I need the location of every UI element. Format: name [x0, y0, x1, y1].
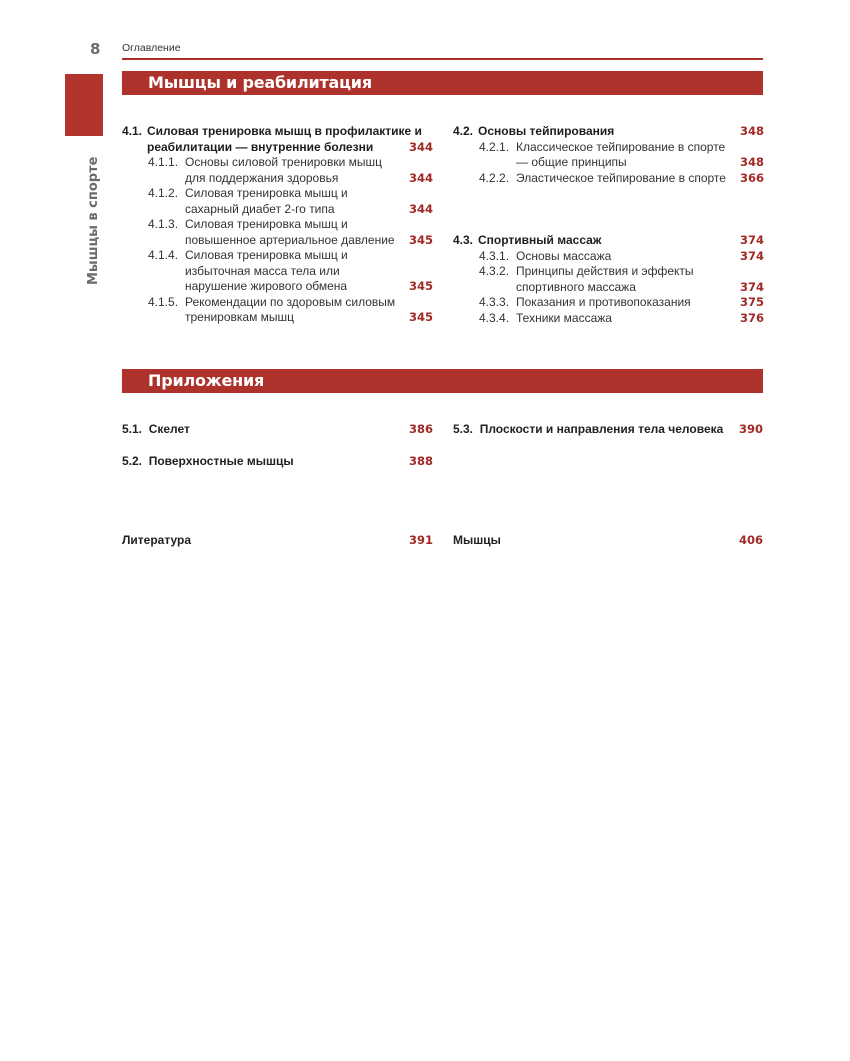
entry-page: 344: [408, 170, 433, 185]
toc-subentry[interactable]: [453, 295, 764, 311]
entry-page: 374: [739, 233, 764, 247]
entry-page: 390: [738, 422, 763, 436]
entry-number: 4.1.4.: [148, 248, 179, 262]
toc-entry[interactable]: [122, 454, 433, 468]
header-rule: [122, 58, 763, 60]
entry-page: 348: [739, 124, 764, 138]
entry-page: 386: [408, 422, 433, 436]
section-heading-bar: [122, 369, 763, 393]
entry-title: Силовая тренировка мышц в профилактике и реабилитации — внутренние болезни: [147, 124, 422, 154]
entry-page: 388: [408, 454, 433, 468]
entry-title: Плоскости и направления тела человека: [479, 422, 724, 436]
toc-column-right-bottom: [453, 233, 764, 326]
toc-subentry[interactable]: [122, 217, 433, 248]
entry-number: 4.3.3.: [479, 295, 510, 309]
page-number: 8: [90, 40, 101, 58]
entry-title: Принципы действия и эффекты спортивного массажа: [516, 264, 694, 294]
entry-title: Основы массажа: [516, 248, 612, 263]
entry-page: 366: [739, 170, 764, 185]
entry-page: 345: [408, 232, 433, 247]
toc-subentry[interactable]: [453, 140, 764, 171]
toc-entry[interactable]: [453, 422, 763, 436]
toc-subentry[interactable]: [453, 249, 764, 265]
entry-title: Показания и противопоказания: [516, 295, 691, 309]
entry-title: Рекомендации по здоровым силовым тренировкам мышц: [185, 294, 396, 324]
toc-subentry[interactable]: [122, 155, 433, 186]
entry-page: 344: [408, 201, 433, 216]
toc-column-left: [122, 124, 433, 326]
section-title: Приложения: [148, 371, 265, 390]
entry-number: 4.3.1.: [479, 248, 510, 263]
entry-number: 4.3.: [453, 233, 474, 247]
toc-subentry[interactable]: [453, 264, 764, 295]
entry-title: Скелет: [148, 422, 190, 436]
entry-number: 5.1.: [122, 422, 143, 436]
toc-entry[interactable]: [122, 422, 433, 436]
entry-page: 344: [408, 139, 433, 154]
section-title: Мышцы и реабилитация: [148, 73, 372, 92]
entry-number: 4.1.1.: [148, 155, 179, 169]
entry-title: Силовая тренировка мышц и избыточная масса тела или нарушение жирового обмена: [185, 248, 348, 293]
entry-number: 4.2.2.: [479, 170, 510, 185]
toc-subentry[interactable]: [453, 171, 764, 187]
toc-chapter-entry[interactable]: [453, 124, 764, 140]
toc-entry-muscles-index[interactable]: [453, 533, 763, 547]
toc-subentry[interactable]: [453, 311, 764, 327]
entry-title: Эластическое тейпирование в спорте: [516, 170, 726, 185]
entry-title: Основы силовой тренировки мышц для поддержания здоровья: [185, 155, 382, 185]
toc-chapter-entry[interactable]: [122, 124, 433, 155]
entry-number: 4.1.: [122, 124, 143, 138]
entry-number: 4.2.1.: [479, 139, 510, 154]
side-tab-marker: [65, 74, 103, 136]
toc-entry-bibliography[interactable]: [122, 533, 433, 547]
entry-title: Основы тейпирования: [478, 124, 615, 138]
entry-title: Техники массажа: [516, 310, 612, 325]
entry-page: 375: [739, 295, 764, 309]
entry-page: 374: [739, 248, 764, 263]
entry-page: 345: [408, 310, 433, 324]
toc-subentry[interactable]: [122, 248, 433, 295]
entry-number: 4.2.: [453, 124, 474, 138]
entry-number: 4.3.2.: [479, 264, 510, 278]
entry-number: 4.3.4.: [479, 310, 510, 325]
entry-title: Силовая тренировка мышц и повышенное артериальное давление: [185, 217, 395, 247]
entry-title: Классическое тейпирование в спорте — общие принципы: [516, 139, 726, 169]
entry-number: 5.2.: [122, 454, 143, 468]
entry-page: 391: [408, 533, 433, 547]
toc-chapter-entry[interactable]: [453, 233, 764, 249]
side-tab-label: Мышцы в спорте: [86, 156, 101, 285]
entry-title: Спортивный массаж: [478, 233, 602, 247]
entry-title: Литература: [122, 533, 192, 547]
toc-subentry[interactable]: [122, 186, 433, 217]
entry-page: 406: [738, 533, 763, 547]
entry-page: 348: [739, 155, 764, 169]
entry-title: Поверхностные мышцы: [148, 454, 294, 468]
toc-column-right-top: [453, 124, 764, 186]
entry-title: Мышцы: [453, 533, 501, 547]
toc-subentry[interactable]: [122, 295, 433, 326]
running-title: Оглавление: [122, 42, 181, 54]
entry-page: 376: [739, 310, 764, 325]
section-heading-bar: [122, 71, 763, 95]
entry-number: 5.3.: [453, 422, 474, 436]
entry-page: 374: [739, 279, 764, 294]
entry-number: 4.1.3.: [148, 217, 179, 231]
entry-title: Силовая тренировка мышц и сахарный диабет 2-го типа: [185, 186, 348, 216]
entry-number: 4.1.5.: [148, 294, 179, 309]
entry-number: 4.1.2.: [148, 186, 179, 200]
entry-page: 345: [408, 279, 433, 293]
